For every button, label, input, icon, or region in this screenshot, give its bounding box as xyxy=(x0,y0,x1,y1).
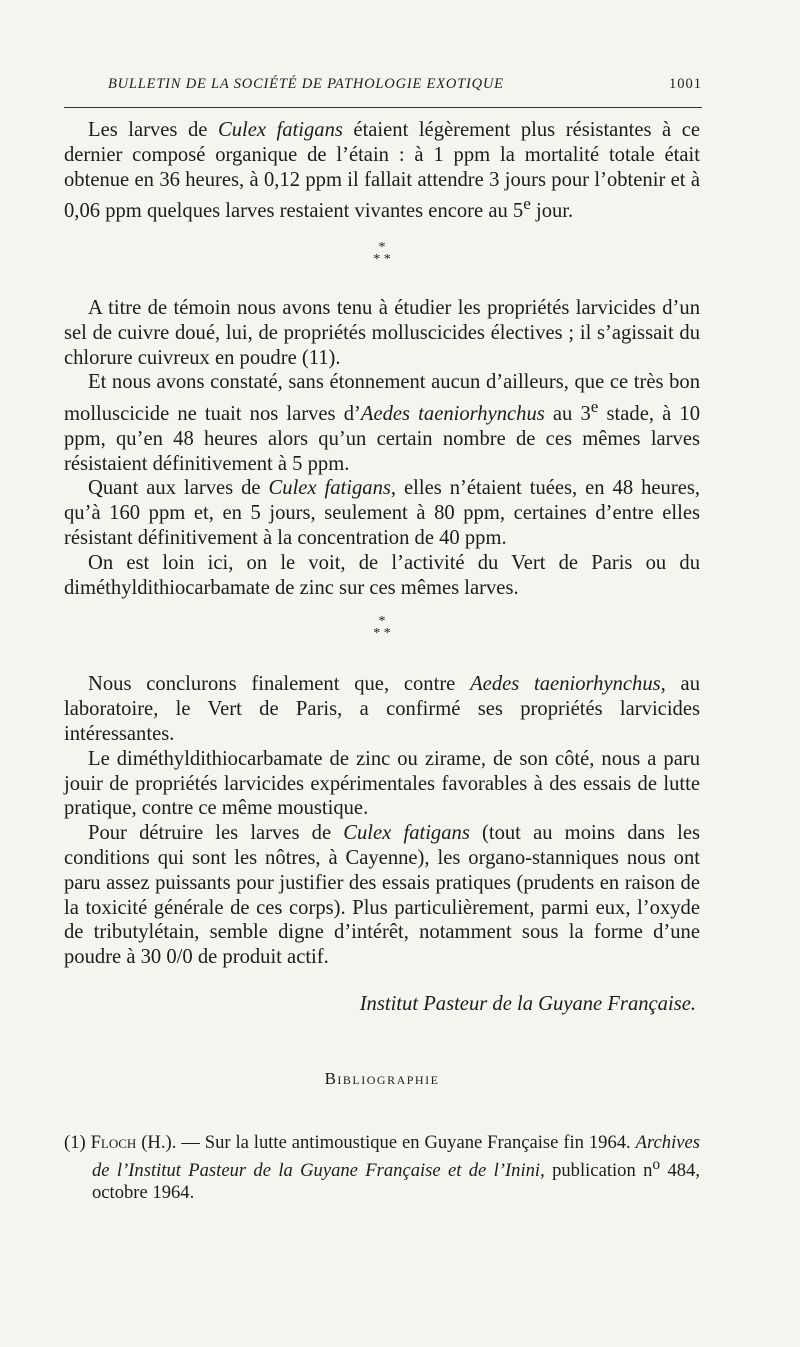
text-run: étaient légèrement plus résistantes à ce dernier composé organique de l’étain : à 1 ppm la mortalité totale était obtenue en 36 heures, à 0,12 ppm il fallait attendre 3 jours pour l’obtenir et à 0,06 ppm quelques larves restaient vivantes encore au 5 xyxy=(64,119,700,223)
text-run: , au laboratoire, le Vert de Paris, a confirmé ses propriétés larvicides intéressantes. xyxy=(64,673,700,746)
paragraph xyxy=(64,118,700,224)
paragraph xyxy=(64,672,700,746)
paragraph xyxy=(64,551,700,601)
paragraph xyxy=(64,476,700,550)
superscript: e xyxy=(523,194,531,214)
journal-title: BULLETIN DE LA SOCIÉTÉ DE PATHOLOGIE EXOTIQUE xyxy=(108,76,504,92)
text-run: A titre de témoin nous avons tenu à étudier les propriétés larvicides d’un sel de cuivre doué, lui, de propriétés molluscicides électives ; il s’agissait du chlorure cuivreux en poudre (11). xyxy=(64,297,700,369)
superscript: o xyxy=(652,1155,661,1173)
institution-signature: Institut Pasteur de la Guyane Française. xyxy=(359,993,696,1016)
header-rule xyxy=(64,107,702,108)
text-run: , elles n’étaient tuées, en 48 heures, qu’à 160 ppm et, en 5 jours, seulement à 80 ppm, certaines d’entre elles résistant définitivement à la concentration de 40 ppm. xyxy=(64,477,700,550)
text-run: Nous conclurons finalement que, contre xyxy=(88,673,471,696)
text-run: Le diméthyldithiocarbamate de zinc ou zirame, de son côté, nous a paru jouir de propriétés larvicides expérimentales favorables à des essais de lutte pratique, contre ce même moustique. xyxy=(64,747,700,820)
paragraph xyxy=(64,821,700,970)
author-name: Floch xyxy=(90,1131,137,1153)
text-run: (H.). — Sur la lutte antimoustique en Guyane Française fin 1964. xyxy=(136,1131,636,1153)
italic-text: Aedes taeniorhynchus xyxy=(470,673,661,696)
superscript: e xyxy=(590,397,599,417)
text-run: 484, octobre 1964. xyxy=(92,1159,700,1203)
paragraph xyxy=(64,296,700,370)
text-run: Quant aux larves de xyxy=(88,477,269,500)
asterism-top: * * * xyxy=(373,240,391,268)
text-run: jour. xyxy=(530,200,574,223)
asterism xyxy=(64,242,700,266)
text-run: Pour détruire les larves de xyxy=(88,822,344,845)
text-run: au 3 xyxy=(544,403,591,426)
text-run: stade, à 10 ppm, qu’en 48 heures alors qu’un certain nombre de ces mêmes larves résistaient définitivement à 5 ppm. xyxy=(64,403,700,475)
paragraph xyxy=(64,370,700,476)
italic-text: Culex fatigans xyxy=(217,119,343,141)
italic-text: Archives de l’Institut Pasteur de la Guyane Française et de l’Inini xyxy=(92,1131,700,1181)
body-text xyxy=(64,118,700,1204)
text-run: , publication n xyxy=(540,1159,653,1181)
text-run: Les larves de xyxy=(88,119,218,141)
bibliography-reference xyxy=(64,1132,700,1204)
bibliography-heading: Bibliographie xyxy=(324,1068,440,1088)
text-run: Et nous avons constaté, sans étonnement aucun d’ailleurs, que ce très bon molluscicide ne tuait nos larves d’ xyxy=(64,371,700,426)
page-number: 1001 xyxy=(669,76,702,92)
running-header xyxy=(108,76,702,93)
italic-text: Culex fatigans xyxy=(343,822,470,845)
paragraph xyxy=(64,747,700,821)
italic-text: Culex fatigans xyxy=(268,477,391,500)
asterism xyxy=(64,616,700,640)
text-run: On est loin ici, on le voit, de l’activité du Vert de Paris ou du diméthyldithiocarbamate de zinc sur ces mêmes larves. xyxy=(64,551,700,599)
text-run: (1) xyxy=(64,1131,91,1153)
asterism-top: * * * xyxy=(373,614,391,642)
text-run: (tout au moins dans les conditions qui sont les nôtres, à Cayenne), les organo-stanniques nous ont paru assez puissants pour justifier des essais pratiques (prudents en raison de la toxicité générale de ces corps). Plus particulièrement, parmi eux, l’oxyde de tributylétain, semble digne d’intérêt, notamment sous la forme d’une poudre à 30 0/0 de produit actif. xyxy=(64,822,700,969)
italic-text: Aedes taeniorhynchus xyxy=(360,403,545,426)
